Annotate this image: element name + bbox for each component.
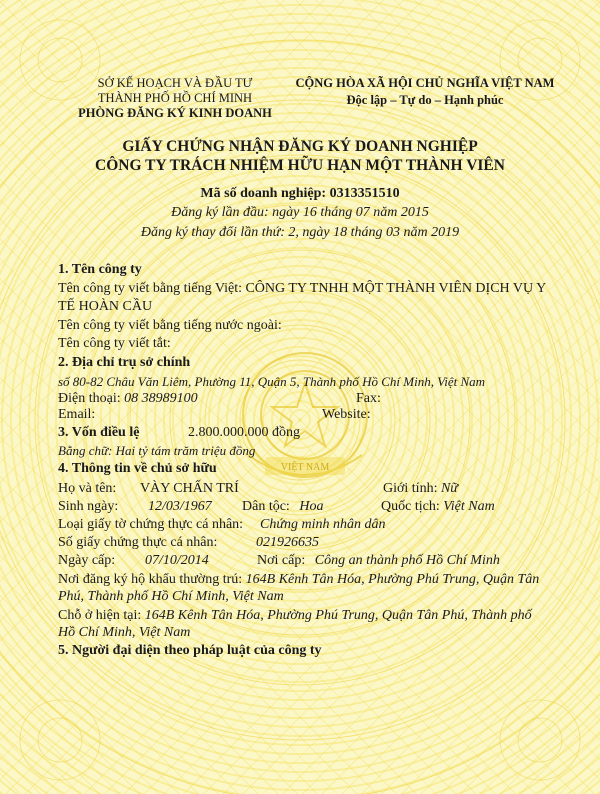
business-code-label: Mã số doanh nghiệp:: [200, 186, 327, 201]
certificate-subtitle: CÔNG TY TRÁCH NHIỆM HỮU HẠN MỘT THÀNH VIÊN: [95, 157, 505, 174]
id-type-label: Loại giấy tờ chứng thực cá nhân:: [58, 517, 244, 532]
nationality-value: Việt Nam: [443, 499, 495, 514]
ethnic-value: Hoa: [299, 499, 324, 514]
gender-label: Giới tính:: [383, 481, 438, 496]
permanent-address-row: [58, 572, 539, 588]
id-number-value: 021926635: [256, 535, 319, 550]
section5-heading: 5. Người đại diện theo pháp luật của công ty: [58, 643, 322, 658]
foreign-name-label: Tên công ty viết bằng tiếng nước ngoài:: [58, 318, 282, 333]
permanent-address-value-cont: Phú, Thành phố Hồ Chí Minh, Việt Nam: [58, 589, 284, 604]
emblem-banner-text: VIỆT NAM: [280, 462, 330, 473]
ethnic-label: Dân tộc:: [242, 499, 290, 514]
current-address-label: Chỗ ở hiện tại:: [58, 608, 142, 623]
issue-place-label: Nơi cấp:: [257, 553, 306, 568]
header-right-line2: Độc lập – Tự do – Hạnh phúc: [346, 93, 504, 107]
nationality-row: [381, 499, 495, 515]
charter-capital-value: 2.800.000.000 đồng: [188, 425, 300, 440]
change-registration: Đăng ký thay đổi lần thứ: 2, ngày 18 tháng 03 năm 2019: [140, 225, 460, 240]
issue-place-row: [257, 553, 500, 569]
phone-value: 08 38989100: [124, 391, 198, 406]
id-number-label: Số giấy chứng thực cá nhân:: [58, 535, 218, 550]
vn-name-row: [58, 281, 546, 297]
certificate-title: GIẤY CHỨNG NHẬN ĐĂNG KÝ DOANH NGHIỆP: [122, 138, 478, 155]
email-label: Email:: [58, 407, 96, 422]
first-registration: Đăng ký lần đầu: ngày 16 tháng 07 năm 2015: [171, 205, 429, 220]
short-name-label: Tên công ty viết tắt:: [58, 336, 171, 351]
vn-name-value-cont: TẾ HOÀN CẦU: [58, 299, 153, 314]
current-address-value: 164B Kênh Tân Hóa, Phường Phú Trung, Quận Tân Phú, Thành phố: [144, 608, 532, 623]
phone-label: Điện thoại:: [58, 391, 121, 406]
gender-value: Nữ: [440, 481, 458, 496]
fax-label: Fax:: [356, 391, 381, 406]
issue-date-value: 07/10/2014: [145, 553, 209, 568]
owner-name-label: Họ và tên:: [58, 481, 117, 496]
ethnic-row: [242, 499, 323, 515]
charter-capital-words: Bằng chữ: Hai tỷ tám trăm triệu đồng: [58, 443, 256, 458]
dob-label: Sinh ngày:: [58, 499, 119, 514]
phone-row: [58, 391, 198, 407]
header-left-line3: PHÒNG ĐĂNG KÝ KINH DOANH: [78, 106, 272, 120]
website-label: Website:: [322, 407, 371, 422]
section2-heading: 2. Địa chỉ trụ sở chính: [58, 355, 191, 370]
current-address-value-cont: Hồ Chí Minh, Việt Nam: [58, 625, 191, 640]
section1-heading: 1. Tên công ty: [58, 262, 142, 277]
business-code-value: 0313351510: [329, 186, 400, 201]
permanent-address-label: Nơi đăng ký hộ khẩu thường trú:: [58, 572, 243, 587]
vn-name-label: Tên công ty viết bằng tiếng Việt:: [58, 281, 242, 296]
head-office-address: số 80-82 Châu Văn Liêm, Phường 11, Quận 5, Thành phố Hồ Chí Minh, Việt Nam: [58, 374, 486, 389]
header-left-line2: THÀNH PHỐ HỒ CHÍ MINH: [97, 91, 253, 105]
issue-date-label: Ngày cấp:: [58, 553, 116, 568]
permanent-address-value: 164B Kênh Tân Hóa, Phường Phú Trung, Quận Tân: [245, 572, 540, 587]
section4-heading: 4. Thông tin về chủ sở hữu: [58, 461, 217, 476]
header-right-line1: CỘNG HÒA XÃ HỘI CHỦ NGHĨA VIỆT NAM: [295, 76, 555, 90]
dob-value: 12/03/1967: [148, 499, 212, 514]
vn-name-value: CÔNG TY TNHH MỘT THÀNH VIÊN DỊCH VỤ Y: [245, 281, 547, 296]
header-left-line1: SỞ KẾ HOẠCH VÀ ĐẦU TƯ: [97, 76, 253, 90]
id-type-value: Chứng minh nhân dân: [260, 517, 386, 532]
nationality-label: Quốc tịch:: [381, 499, 440, 514]
issue-place-value: Công an thành phố Hồ Chí Minh: [314, 553, 500, 568]
business-code: [0, 186, 600, 202]
gender-row: [383, 481, 458, 497]
owner-name-value: VÀY CHẤN TRÍ: [140, 481, 239, 496]
current-address-row: [58, 608, 532, 624]
section3-heading: 3. Vốn điều lệ: [58, 425, 140, 440]
